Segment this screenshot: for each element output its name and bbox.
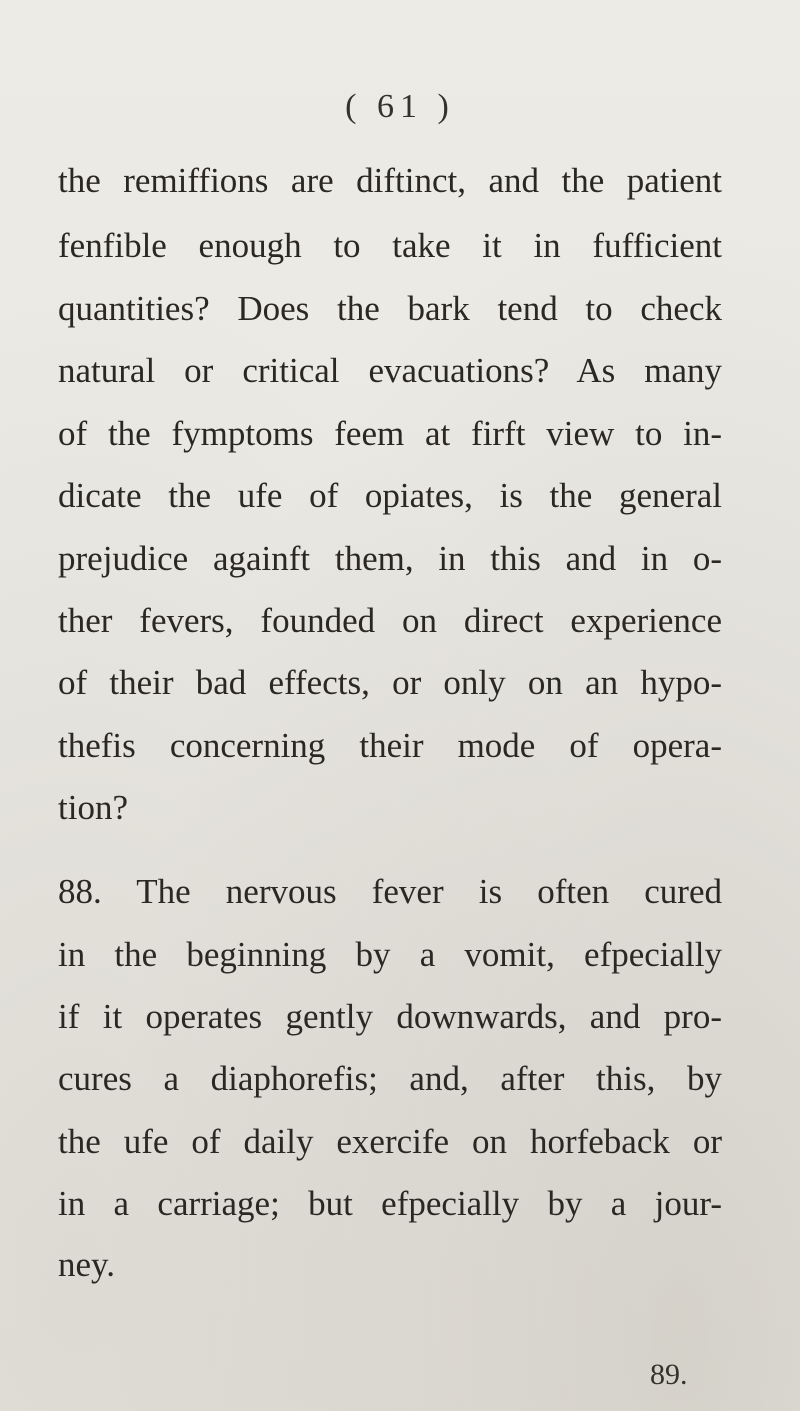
- text-line: fenfible enough to take it in fufficient: [58, 226, 722, 265]
- page-number: ( 61 ): [345, 88, 455, 125]
- text-line: ney.: [58, 1245, 116, 1284]
- text-line: tion?: [58, 788, 128, 827]
- text-line: the remiffions are diftinct, and the patient: [58, 161, 722, 200]
- text-line: of their bad effects, or only on an hypo-: [58, 663, 722, 702]
- text-line: in a carriage; but efpecially by a jour-: [58, 1184, 722, 1223]
- text-line: 88. The nervous fever is often cured: [58, 872, 722, 911]
- text-line: natural or critical evacuations? As many: [58, 351, 722, 390]
- text-line: if it operates gently downwards, and pro-: [58, 997, 722, 1036]
- text-line: quantities? Does the bark tend to check: [58, 289, 722, 328]
- text-line: cures a diaphorefis; and, after this, by: [58, 1059, 722, 1098]
- text-line: prejudice againft them, in this and in o-: [58, 539, 722, 578]
- catchword: 89.: [650, 1358, 688, 1391]
- text-line: thefis concerning their mode of opera-: [58, 726, 722, 765]
- text-line: dicate the ufe of opiates, is the general: [58, 476, 722, 515]
- text-line: in the beginning by a vomit, efpecially: [58, 935, 722, 974]
- text-line: of the fymptoms feem at firft view to in-: [58, 414, 722, 453]
- text-line: ther fevers, founded on direct experience: [58, 601, 722, 640]
- text-line: the ufe of daily exercife on horfeback or: [58, 1122, 722, 1161]
